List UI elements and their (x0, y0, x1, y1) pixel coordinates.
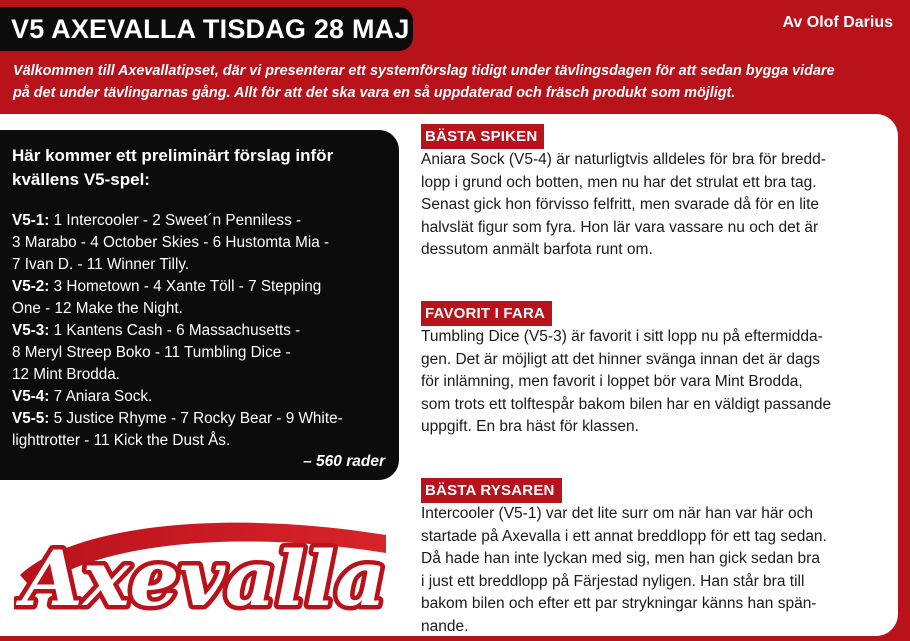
proposal-heading (12, 144, 392, 192)
proposal-line: V5-2: 3 Hometown - 4 Xante Töll - 7 Stepping (12, 278, 322, 295)
body-line: gen. Det är möjligt att det hinner svänga innan det är dags (421, 350, 820, 368)
intro-text (13, 60, 898, 104)
proposal-list (12, 210, 397, 452)
proposal-line: 3 Marabo - 4 October Skies - 6 Hustomta Mia - (12, 234, 330, 251)
logo-text: Axevalla (15, 534, 387, 623)
intro-line: Välkommen till Axevallatipset, där vi presenterar ett systemförslag tidigt under tävlingsdagen för att sedan bygga vidare (13, 63, 835, 79)
byline: Av Olof Darius (782, 14, 893, 31)
section-label: FAVORIT I FARA (421, 301, 552, 326)
body-line: i just ett breddlopp på Färjestad nyligen. Han står bra till (421, 572, 805, 590)
proposal-line: 8 Meryl Streep Boko - 11 Tumbling Dice - (12, 344, 291, 361)
section-body (421, 503, 896, 639)
proposal-line: 7 Ivan D. - 11 Winner Tilly. (12, 256, 190, 273)
intro-line: på det under tävlingarnas gång. Allt för att det ska vara en så uppdaterad och fräsch produkt som möjligt. (13, 85, 736, 101)
proposal-heading-line: Här kommer ett preliminärt förslag inför (12, 146, 334, 165)
proposal-line: V5-5: 5 Justice Rhyme - 7 Rocky Bear - 9 White- (12, 410, 343, 427)
body-line: bakom bilen och efter ett par strykningar känns han spän- (421, 595, 817, 613)
body-line: för inlämning, men favorit i loppet bör vara Mint Brodda, (421, 373, 803, 391)
page-title: V5 AXEVALLA TISDAG 28 MAJ (11, 14, 410, 44)
proposal-line: V5-4: 7 Aniara Sock. (12, 388, 153, 405)
body-line: uppgift. En bra häst för klassen. (421, 418, 639, 436)
section-body (421, 326, 896, 439)
proposal-total: – 560 rader (303, 453, 385, 470)
section-basta-rysaren (421, 478, 896, 639)
body-line: Tumbling Dice (V5-3) är favorit i sitt lopp nu på eftermidda- (421, 328, 823, 345)
body-line: som trots ett tolftespår bakom bilen har en väldigt passande (421, 395, 832, 413)
section-label: BÄSTA SPIKEN (421, 124, 544, 149)
body-line: Då hade han inte lyckan med sig, men han gick sedan bra (421, 550, 820, 568)
section-label: BÄSTA RYSAREN (421, 478, 562, 503)
body-line: halvslät figur som fyra. Hon lär vara vassare nu och det är (421, 218, 819, 236)
proposal-line: V5-1: 1 Intercooler - 2 Sweet´n Penniless - (12, 212, 302, 229)
axevalla-logo (14, 505, 394, 635)
proposal-line: lighttrotter - 11 Kick the Dust Ås. (12, 432, 231, 449)
title-banner (0, 7, 413, 51)
section-basta-spiken (421, 124, 896, 262)
section-favorit-i-fara (421, 301, 896, 439)
body-line: Senast gick hon förvisso felfritt, men svarade då för en lite (421, 196, 820, 214)
proposal-line: V5-3: 1 Kantens Cash - 6 Massachusetts - (12, 322, 301, 339)
body-line: dessutom anmält barfota runt om. (421, 241, 653, 259)
proposal-heading-line: kvällens V5-spel: (12, 170, 150, 189)
section-body (421, 149, 896, 262)
proposal-line: One - 12 Make the Night. (12, 300, 183, 317)
proposal-box (0, 130, 399, 480)
proposal-line: 12 Mint Brodda. (12, 366, 120, 383)
body-line: lopp i grund och botten, men nu har det strulat ett bra tag. (421, 173, 817, 191)
body-line: nande. (421, 617, 469, 635)
body-line: Aniara Sock (V5-4) är naturligtvis alldeles för bra för bredd- (421, 151, 826, 168)
body-line: Intercooler (V5-1) var det lite surr om när han var här och (421, 505, 813, 522)
body-line: startade på Axevalla i ett annat breddlopp för ett tag sedan. (421, 527, 827, 545)
